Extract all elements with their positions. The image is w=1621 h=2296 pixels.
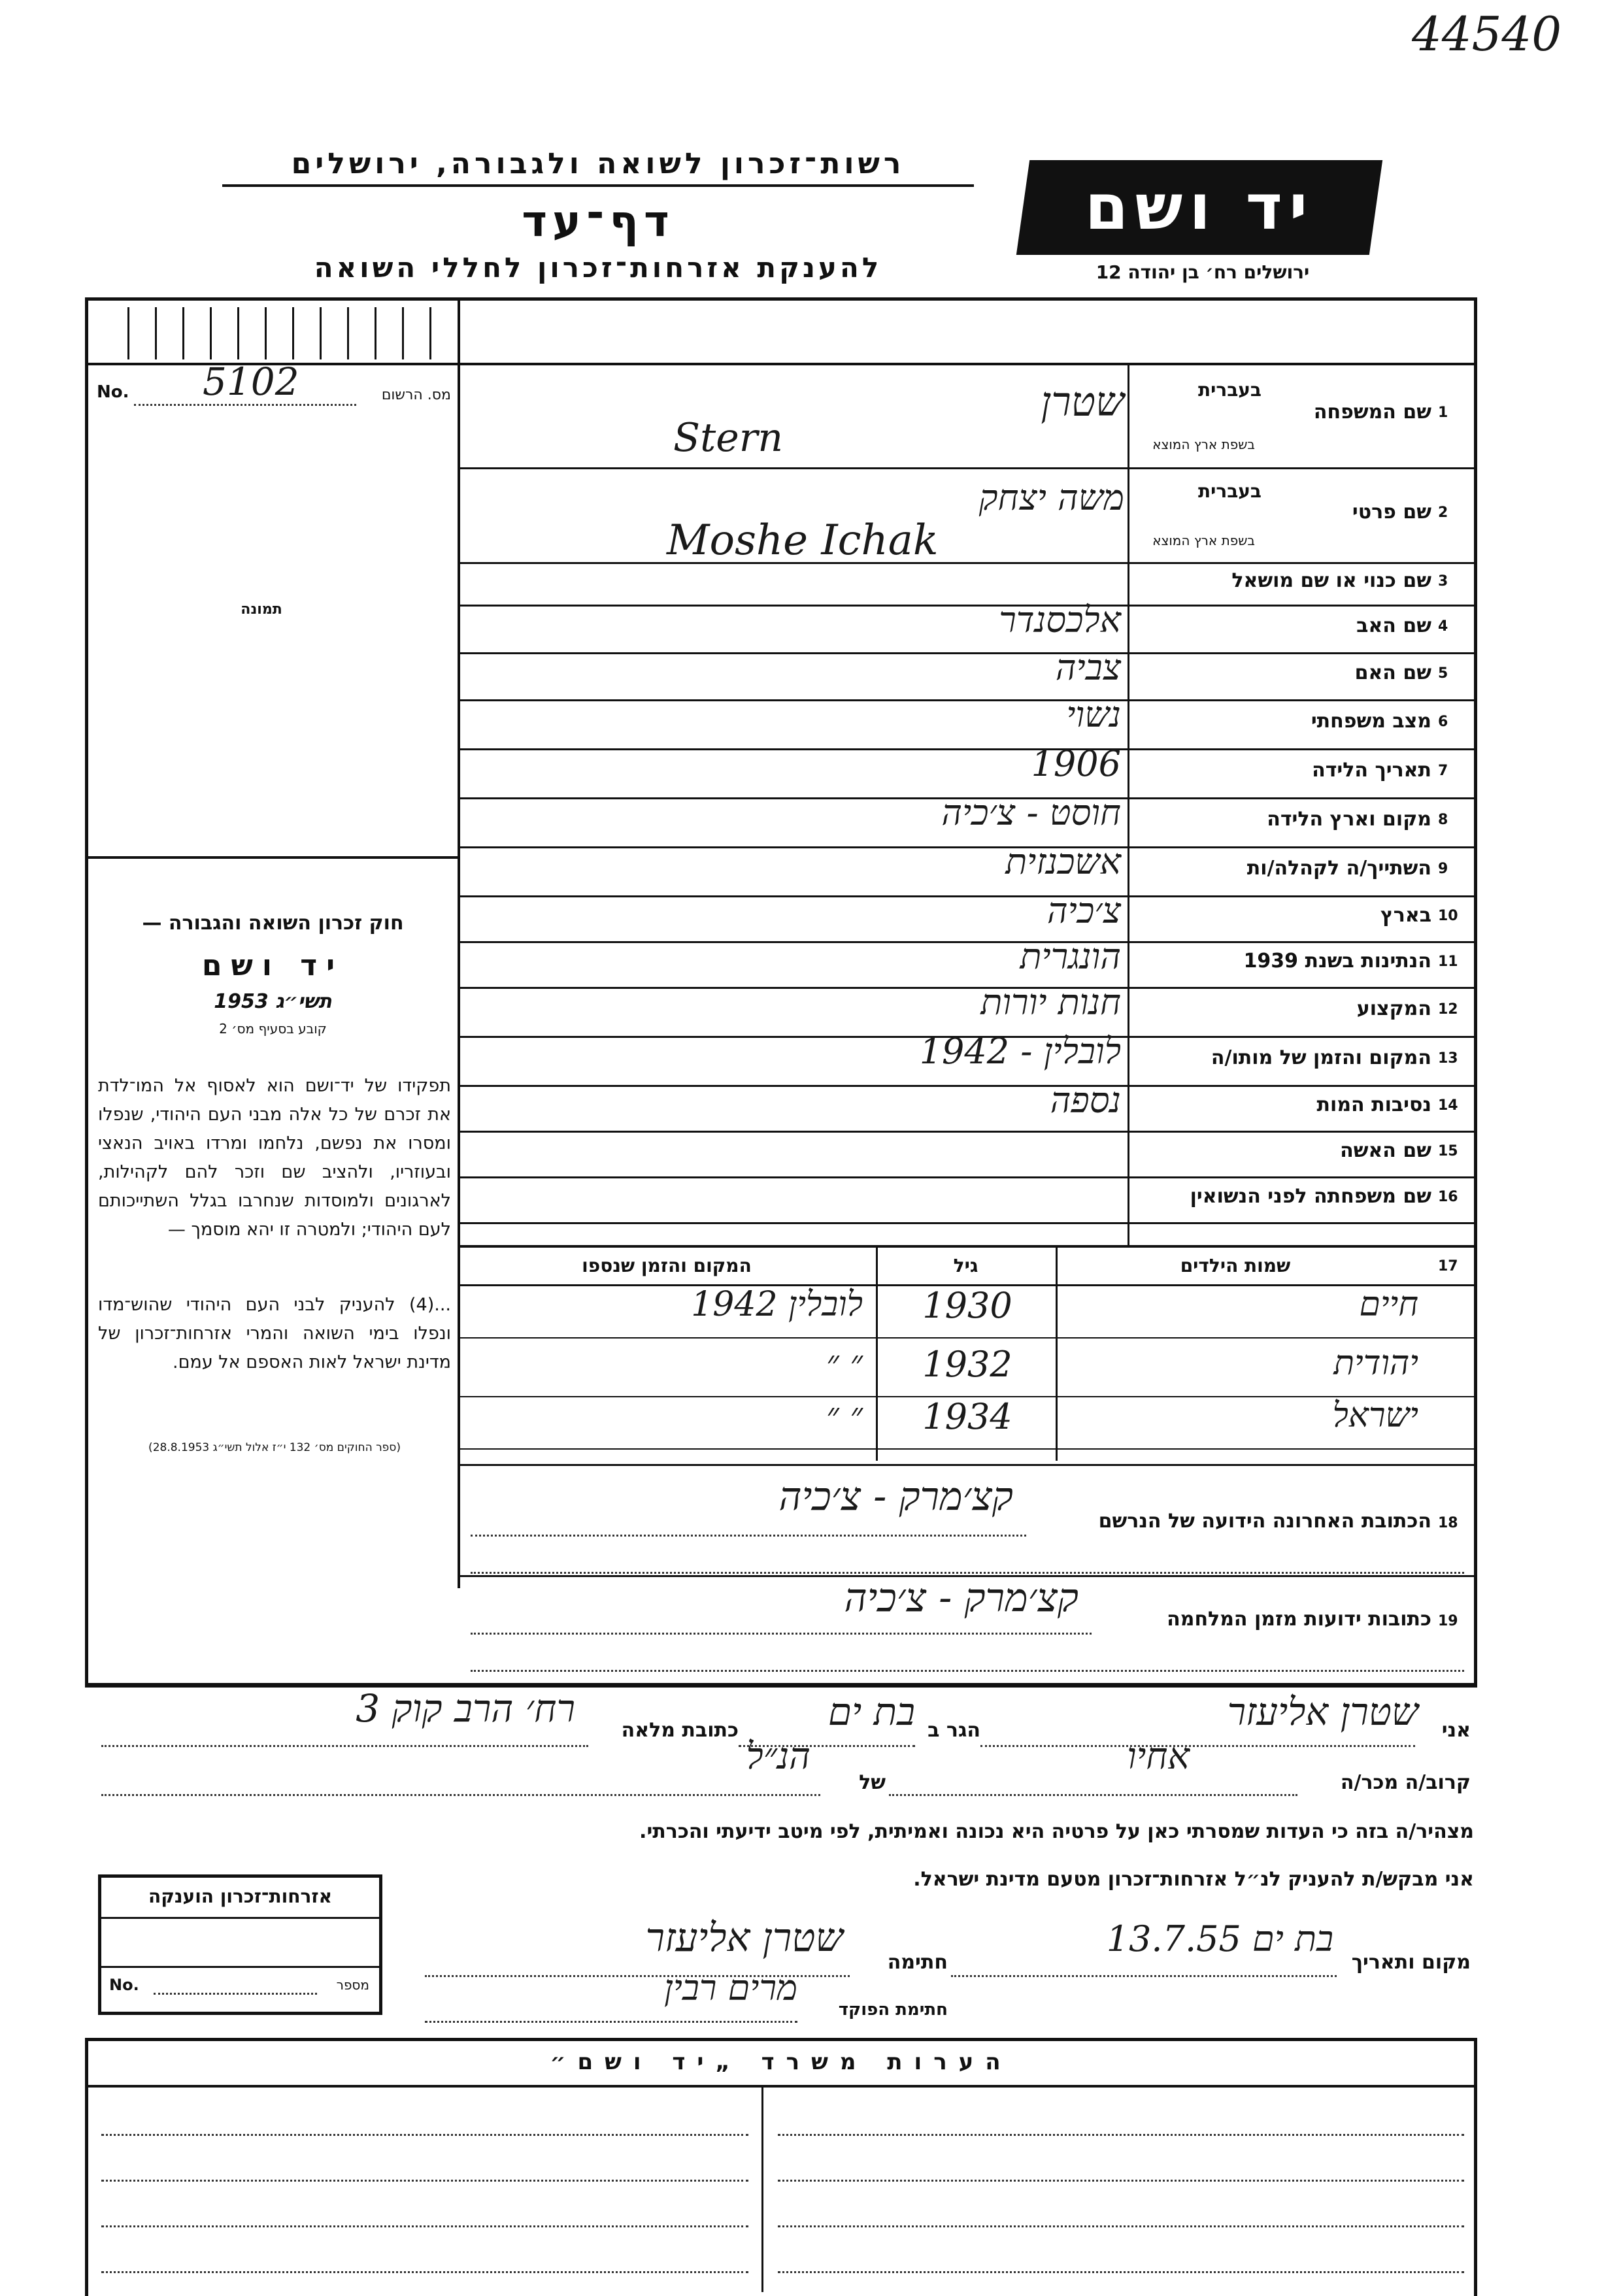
decl-statement: מצהיר/ה בזה כי העדות שמסרתי כאן על פרטיה היא נכונה ואמיתית, לפי מיטב ידיעתי והכרתי. [639, 1820, 1474, 1843]
firstname-origin: Moshe Ichak [667, 516, 939, 565]
decl-full-address: כתובת מלאה [621, 1719, 739, 1742]
child-name: יהודית [1333, 1344, 1418, 1383]
col-children-names: שמות הילדים [1180, 1255, 1291, 1276]
relation-value: אחיו [1127, 1735, 1190, 1778]
remarks-title: הערות משרד „יד ושם״ [550, 2049, 1012, 2075]
field-value: הונגרית [1020, 936, 1121, 977]
document-title: דף־עד [522, 196, 675, 246]
row-separator [458, 467, 1477, 469]
decl-request: אני מבקש/ת להעניק לנ״ל אזרחות־זכרון מטעם מדינת ישראל. [913, 1868, 1474, 1891]
field-value: אשכנזית [1005, 841, 1121, 882]
field-number: 12 [1438, 1001, 1458, 1018]
document-subtitle: להענקת אזרחות־זכרון לחללי השואה [314, 252, 882, 284]
row-separator [458, 562, 1477, 564]
surname-hebrew: שטרן [1041, 378, 1124, 425]
registration-boxes [127, 307, 454, 359]
row-separator [458, 1131, 1477, 1133]
law-year: תשי״ג 1953 [214, 990, 332, 1013]
law-name: יד ושם [201, 949, 344, 982]
field-label: מצב משפחתי [1311, 709, 1431, 733]
stamp-box-no: No. [109, 1976, 139, 1994]
law-paragraph-1: תפקידו של יד־ושם הוא לאסוף אל המו־לדת את זכרם של כל אלה מבני העם היהודי, שנפלו ומסרו את נפשם, נלחמו ומרדו באויב הנאצי ובעוזריו, ולהציב שם וזכר להם לקהילות, לארגונים ולמוסדות שנחרבו בגלל השתייכותם לעם היהודי; ולמטרה זו יהא מוסמך — [98, 1076, 451, 1240]
logo-text: יד ושם [1084, 171, 1314, 244]
yad-vashem-logo [1016, 160, 1382, 255]
child-death-place: ״ ״ [826, 1344, 863, 1383]
field-value: לובלין - 1942 [919, 1031, 1121, 1072]
f19-value: קצ׳מרק - צ׳כיה [844, 1575, 1078, 1621]
children-num: 17 [1438, 1258, 1458, 1274]
row-separator [458, 1176, 1477, 1178]
decl-relative-label: קרוב/ה מכר/ה [1340, 1771, 1471, 1794]
law-source: (ספר החוקים מס׳ 132 י״ז אלול תשי״ג 28.8.1953) [148, 1441, 401, 1454]
field-value: צביה [1055, 647, 1121, 688]
citizenship-stamp-box [98, 1874, 382, 2015]
declarant-address: רח׳ הרב קוק 3 [356, 1686, 575, 1731]
law-title: חוק זכרון השואה והגבורה — [142, 912, 404, 935]
officer-signature: מרים רבין [663, 1967, 797, 2008]
field-number: 15 [1438, 1143, 1458, 1159]
f18-value: קצ׳מרק - צ׳כיה [778, 1474, 1013, 1520]
field-label: שם האב [1356, 614, 1431, 637]
field-label: המקצוע [1356, 997, 1431, 1020]
surname-origin: Stern [673, 415, 784, 461]
law-section: קובע בסעיף מס׳ 2 [219, 1021, 327, 1037]
field-label: הנתינות בשנת 1939 [1243, 950, 1431, 973]
f19-num: 19 [1438, 1613, 1458, 1629]
field-number: 13 [1438, 1050, 1458, 1067]
archive-number: 44540 [1412, 7, 1562, 61]
col-place-time: המקום והזמן שנספו [582, 1255, 752, 1276]
field-label: השתייך/ה לקהלה/ות [1246, 856, 1431, 880]
field-number: 14 [1438, 1097, 1458, 1114]
field-label: שם כנוי או שם מושאל [1231, 569, 1431, 592]
tag-origin-1: בשפת ארץ המוצא [1152, 437, 1255, 452]
f18-num: 18 [1438, 1515, 1458, 1531]
field-number: 3 [1438, 573, 1448, 590]
child-row-separator [458, 1337, 1477, 1339]
declarant-signature: שטרן אליעזר [645, 1915, 843, 1961]
child-birth-year: 1930 [922, 1285, 1012, 1326]
field-label: שם המשפחה [1313, 401, 1431, 424]
field-number: 1 [1438, 405, 1448, 421]
law-paragraph-2: ...(4) להעניק לבני העם היהודי שהוש־מדו ונפלו בימי השואה והמרי אזרחות־זכרון של מדינת ישראל לאות האספם אל עמם. [98, 1295, 451, 1373]
f19-label: כתובות ידועות מזמן המלחמה [1167, 1608, 1431, 1631]
photo-label: תמונה [241, 601, 282, 618]
field-number: 2 [1438, 504, 1448, 521]
of-value: הנ״ל [746, 1735, 811, 1778]
child-death-place: לובלין 1942 [691, 1285, 863, 1324]
place-date-label: מקום ותאריך [1351, 1951, 1471, 1974]
child-death-place: ״ ״ [826, 1396, 863, 1435]
row-separator [458, 1222, 1477, 1224]
field-value: נשוי [1066, 694, 1121, 735]
child-row-separator [458, 1448, 1477, 1450]
field-label: שם משפחתה לפני הנשואין [1190, 1185, 1431, 1208]
decl-ani: אני [1441, 1719, 1471, 1742]
stamp-box-number-label: מספר [336, 1977, 369, 1993]
field-value: צ׳כיה [1047, 890, 1121, 931]
field-label: המקום והזמן של מותו/ה [1211, 1046, 1431, 1069]
field-number: 8 [1438, 811, 1448, 828]
registration-number: 5102 [203, 359, 299, 404]
reg-no-label: No. [97, 382, 129, 402]
logo-address: ירושלים רח׳ בן יהודה 12 [1095, 261, 1310, 283]
child-birth-year: 1932 [922, 1344, 1012, 1385]
field-label: נסיבות המות [1316, 1093, 1431, 1116]
field-label: שם האשה [1340, 1139, 1431, 1162]
decl-resides: הגר ב [927, 1719, 980, 1742]
tag-origin-2: בשפת ארץ המוצא [1152, 533, 1255, 548]
remarks-frame [85, 2038, 1477, 2296]
field-label: בארץ [1380, 904, 1431, 927]
field-number: 6 [1438, 713, 1448, 730]
tag-hebrew-2: בעברית [1197, 480, 1262, 502]
firstname-hebrew: משה יצחק [978, 477, 1124, 518]
field-label: תאריך הלידה [1312, 758, 1431, 782]
declarant-city: בת ים [827, 1689, 915, 1734]
field-value: אלכסנדר [999, 599, 1121, 641]
field-number: 5 [1438, 665, 1448, 682]
field-number: 16 [1438, 1189, 1458, 1205]
decl-of-label: של [859, 1771, 886, 1794]
child-birth-year: 1934 [922, 1396, 1012, 1437]
field-number: 9 [1438, 860, 1448, 877]
field-value: חנות יורות [980, 982, 1121, 1023]
col-age: גיל [953, 1255, 978, 1276]
officer-signature-label: חתימת הפוקד [838, 2000, 948, 2020]
field-value: 1906 [1031, 743, 1121, 784]
field-value: חוסט - צ׳כיה [941, 792, 1121, 833]
field-number: 10 [1438, 908, 1458, 924]
child-name: ישראל [1332, 1396, 1418, 1435]
child-name: חיים [1359, 1285, 1418, 1324]
declarant-name: שטרן אליעזר [1227, 1689, 1418, 1734]
field-number: 11 [1438, 954, 1458, 970]
reg-label: מס. הרשום [381, 387, 451, 403]
field-label: מקום וארץ הלידה [1267, 807, 1431, 831]
authority-title: רשות־זכרון לשואה ולגבורה, ירושלים [222, 147, 974, 187]
f18-label: הכתובת האחרונה הידועה של הנרשם [1098, 1510, 1431, 1533]
field-label: שם פרטי [1352, 500, 1431, 524]
field-value: נספה [1050, 1080, 1121, 1121]
place-date-value: בת ים 13.7.55 [1106, 1918, 1333, 1959]
field-number: 7 [1438, 762, 1448, 779]
stamp-box-title: אזרחות־זכרון הוענקה [148, 1886, 332, 1907]
tag-hebrew-1: בעברית [1197, 379, 1262, 401]
field-label: שם האם [1354, 661, 1431, 684]
signature-label: חתימה [887, 1951, 948, 1974]
field-number: 4 [1438, 618, 1448, 635]
